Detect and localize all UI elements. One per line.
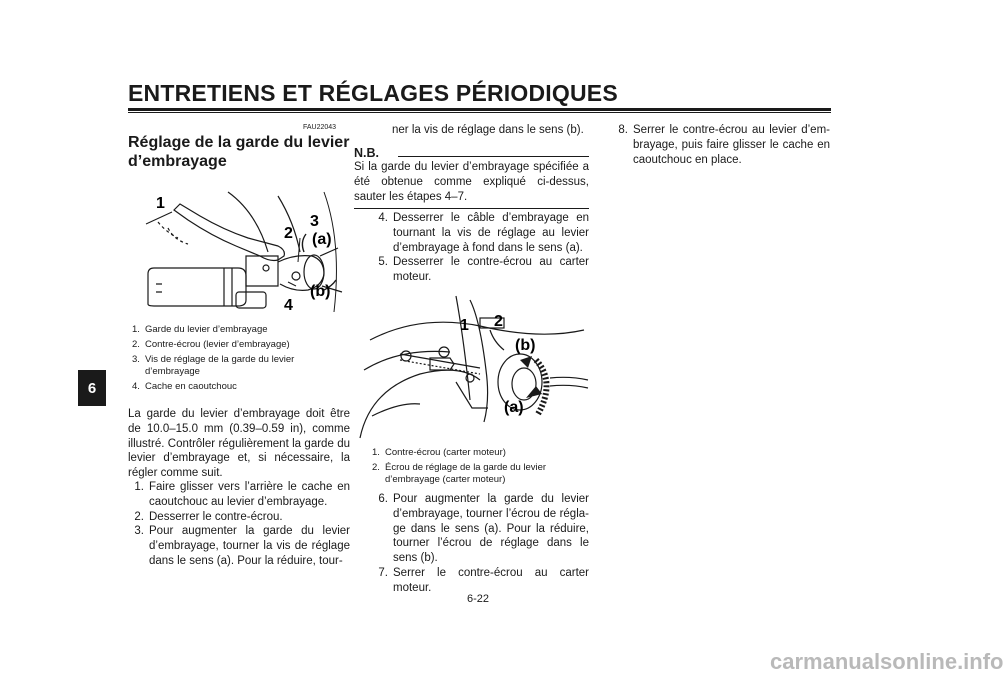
doc-code: FAU22043	[303, 124, 337, 131]
crankcase-figure	[360, 290, 590, 440]
step-item: 4. Desserrer le câble d’embrayage en tournant la vis de réglage au levier d’embrayage à fond dans le sens (a).	[378, 212, 589, 254]
fig2-direction-b: (b)	[515, 337, 536, 354]
step-item: 2. Desserrer le contre-écrou.	[134, 510, 283, 523]
step-item: 7. Serrer le contre-écrou au carter moteur.	[378, 566, 589, 594]
watermark: carmanualsonline.info	[770, 649, 1004, 674]
steps-column-1	[128, 480, 350, 569]
steps-column-2b	[354, 492, 589, 596]
header-rule-thin	[128, 112, 831, 113]
nb-rule	[398, 156, 589, 157]
fig1-direction-a: (a)	[312, 231, 332, 248]
fig1-callout-1: 1	[156, 195, 165, 212]
fig2-callout-2: 2	[494, 313, 503, 330]
header-rule	[128, 108, 831, 111]
nb-text: Si la garde du levier d’embrayage spécifiée a été obtenue comme expliqué ci-dessus, sauter les étapes 4–7.	[354, 161, 589, 203]
step-item: 6. Pour augmenter la garde du levier d’embrayage, tourner l’écrou de réglage dans le sens (a). Pour la réduire, tourner l’écrou de réglage dans le sens (b).	[378, 493, 589, 565]
caption-item: 2. Contre-écrou (levier d’embrayage)	[132, 339, 290, 350]
figure2-captions	[372, 447, 590, 489]
fig2-callout-1: 1	[460, 317, 469, 334]
page-header-title: ENTRETIENS ET RÉGLAGES PÉRIODIQUES	[128, 80, 618, 106]
fig1-callout-4: 4	[284, 297, 293, 314]
nb-label: N.B.	[354, 146, 379, 160]
nb-rule-bottom	[354, 208, 589, 209]
step-item: 5. Desserrer le contre-écrou au carter moteur.	[378, 256, 589, 284]
caption-item: 2. Écrou de réglage de la garde du levier d’embrayage (carter moteur)	[372, 462, 547, 485]
step-item: 8. Serrer le contre-écrou au levier d’embrayage, puis faire glisser le cache en caoutchouc en place.	[618, 124, 830, 166]
intro-paragraph: La garde du levier d’embrayage doit être de 10.0–15.0 mm (0.39–0.59 in), comme illustré. Contrôler régulièrement la garde du levier d’embrayage et, si nécessaire, la régler comme suit.	[128, 408, 350, 480]
caption-item: 1. Contre-écrou (carter moteur)	[372, 447, 506, 458]
section-title: Réglage de la garde du levier d’embrayage	[128, 134, 350, 170]
steps-column-3	[612, 123, 830, 167]
caption-item: 1. Garde du levier d’embrayage	[132, 324, 268, 335]
step3-continuation: ner la vis de réglage dans le sens (b).	[392, 124, 584, 136]
caption-item: 3. Vis de réglage de la garde du levier d’embrayage	[132, 354, 295, 377]
clutch-lever-figure	[128, 182, 350, 318]
steps-column-2a	[354, 211, 589, 285]
fig1-callout-2: 2	[284, 225, 293, 242]
fig2-direction-a: (a)	[504, 399, 524, 416]
step-item: 1. Faire glisser vers l’arrière le cache en caoutchouc au levier d’embrayage.	[134, 481, 350, 508]
step-item: 3. Pour augmenter la garde du levier d’embrayage, tourner la vis de réglage dans le sens (a). Pour la réduire, tour-	[134, 525, 350, 567]
fig1-direction-b: (b)	[310, 283, 331, 300]
fig1-callout-3: 3	[310, 213, 319, 230]
caption-item: 4. Cache en caoutchouc	[132, 381, 237, 392]
figure1-captions	[132, 324, 352, 396]
page-number: 6-22	[467, 593, 490, 605]
chapter-tab: 6	[78, 370, 106, 406]
